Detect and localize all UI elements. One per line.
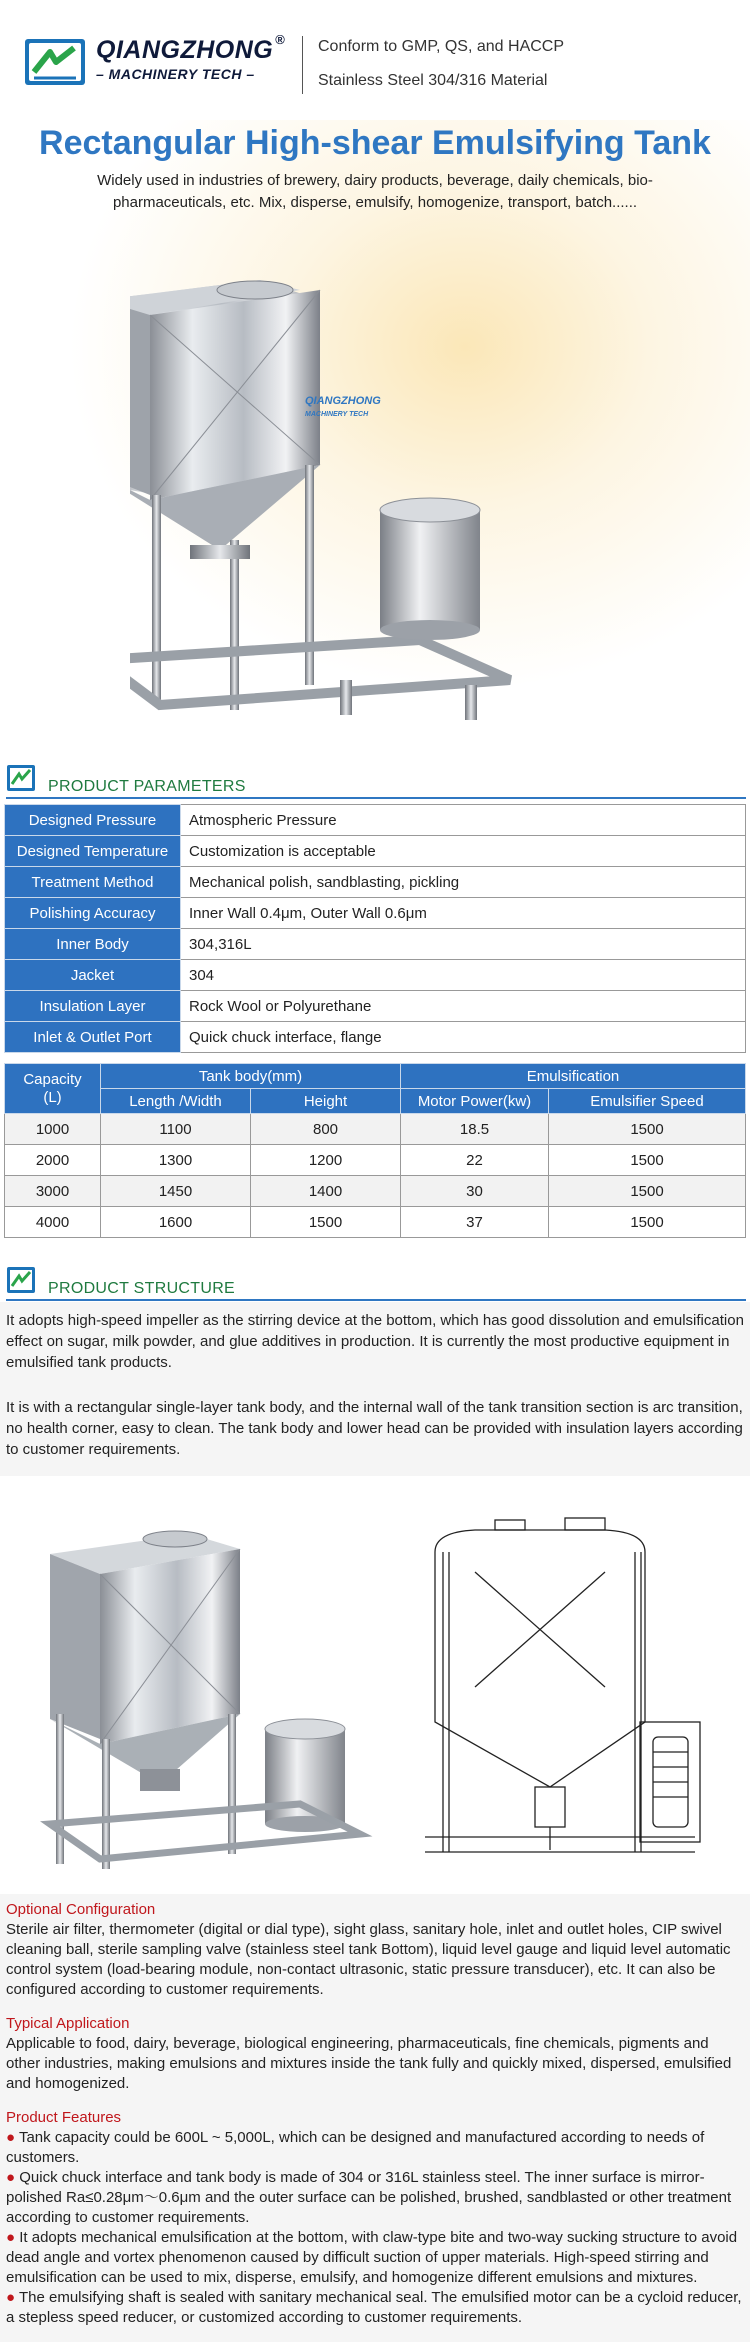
parameter-row xyxy=(5,805,746,836)
feature-text: The emulsifying shaft is sealed with sanitary mechanical seal. The emulsified motor can be a cycloid reducer, a stepless speed reducer, or customized according to customer requirements. xyxy=(6,2289,742,2326)
section-divider xyxy=(6,797,746,799)
product-features-title: Product Features xyxy=(6,2109,122,2126)
parameter-label: Polishing Accuracy xyxy=(5,898,181,929)
feature-item xyxy=(6,2228,744,2288)
optional-config-title: Optional Configuration xyxy=(6,1901,156,1918)
motor-power-cell: 37 xyxy=(401,1207,549,1238)
length-width-cell: 1600 xyxy=(101,1207,251,1238)
length-width-cell: 1450 xyxy=(101,1176,251,1207)
parameter-label: Inlet & Outlet Port xyxy=(5,1022,181,1053)
tank-body-header: Tank body(mm) xyxy=(101,1064,401,1089)
parameters-section-title: PRODUCT PARAMETERS xyxy=(48,778,246,795)
feature-item xyxy=(6,2128,744,2168)
bullet-icon: ● xyxy=(6,2229,16,2246)
hero-description: Widely used in industries of brewery, dairy products, beverage, daily chemicals, bio-pharmaceuticals, etc. Mix, disperse, emulsify, homogenize, transport, batch...... xyxy=(97,172,653,211)
feature-text: It adopts mechanical emulsification at the bottom, with claw-type bite and two-way sucking structure to avoid dead angle and vortex phenomenon caused by difficult suction of upper materials. High-speed stirring and emulsification can be used to mix, disperse, emulsify, and homogenize different emulsions and mixtures. xyxy=(6,2229,738,2286)
parameter-value: Rock Wool or Polyurethane xyxy=(181,991,746,1022)
optional-config-text: Sterile air filter, thermometer (digital or dial type), sight glass, sanitary hole, inlet and outlet holes, CIP swivel cleaning ball, sterile sampling valve (stainless steel tank Bottom), liquid level gauge and liquid level automatic control system (load-bearing module, non-contact ultrasonic, static pressure transducer), etc. It can also be configured according to customer requirements. xyxy=(6,1921,731,1998)
capacity-cell: 4000 xyxy=(5,1207,101,1238)
spec-table xyxy=(4,1063,746,1238)
parameter-value: 304 xyxy=(181,960,746,991)
parameter-value: Quick chuck interface, flange xyxy=(181,1022,746,1053)
tank-hero-image xyxy=(130,260,610,730)
structure-images xyxy=(0,1494,750,1894)
spec-row xyxy=(5,1176,746,1207)
emulsifier-speed-cell: 1500 xyxy=(549,1176,746,1207)
typical-application-title: Typical Application xyxy=(6,2015,130,2032)
brand-name: QIANGZHONG ® xyxy=(96,32,286,64)
parameter-label: Insulation Layer xyxy=(5,991,181,1022)
structure-section-title: PRODUCT STRUCTURE xyxy=(48,1280,236,1297)
height-cell: 800 xyxy=(251,1114,401,1145)
bullet-icon: ● xyxy=(6,2289,16,2306)
spec-row xyxy=(5,1114,746,1145)
brand-mark-icon xyxy=(6,764,36,792)
structure-paragraph-1: It adopts high-speed impeller as the stirring device at the bottom, which has good dissolution and emulsification effect on sugar, milk powder, and glue additives in production. It is currently the most productive equipment in emulsified tank products. xyxy=(6,1312,744,1371)
motor-power-cell: 18.5 xyxy=(401,1114,549,1145)
header-tagline-1: Conform to GMP, QS, and HACCP xyxy=(318,38,565,55)
structure-description xyxy=(0,1302,750,1476)
feature-item xyxy=(6,2168,744,2228)
section-divider xyxy=(6,1299,746,1301)
parameter-label: Designed Temperature xyxy=(5,836,181,867)
product-info xyxy=(0,1894,750,2342)
header-divider xyxy=(302,36,303,94)
capacity-cell: 1000 xyxy=(5,1114,101,1145)
brand-logo-icon xyxy=(24,38,86,86)
height-cell: 1200 xyxy=(251,1145,401,1176)
motor-power-header: Motor Power(kw) xyxy=(401,1089,549,1114)
page-header xyxy=(0,0,750,120)
capacity-cell: 2000 xyxy=(5,1145,101,1176)
spec-row xyxy=(5,1145,746,1176)
parameter-value: Inner Wall 0.4μm, Outer Wall 0.6μm xyxy=(181,898,746,929)
height-cell: 1400 xyxy=(251,1176,401,1207)
parameter-row xyxy=(5,867,746,898)
brand-mark-icon xyxy=(6,1266,36,1294)
tank-product-photo xyxy=(40,1514,380,1874)
emulsifier-speed-header: Emulsifier Speed xyxy=(549,1089,746,1114)
parameter-label: Designed Pressure xyxy=(5,805,181,836)
parameter-value: 304,316L xyxy=(181,929,746,960)
hero-watermark: QIANGZHONG MACHINERY TECH xyxy=(305,395,381,418)
length-width-cell: 1300 xyxy=(101,1145,251,1176)
parameter-row xyxy=(5,898,746,929)
brand-subtitle: – MACHINERY TECH – xyxy=(96,66,255,82)
parameter-value: Mechanical polish, sandblasting, pickling xyxy=(181,867,746,898)
typical-application-text: Applicable to food, dairy, beverage, biological engineering, pharmaceuticals, fine chemicals, pigments and other industries, making emulsions and mixtures inside the tank fully and quickly mixed, dispersed, emulsified and homogenized. xyxy=(6,2035,732,2092)
capacity-cell: 3000 xyxy=(5,1176,101,1207)
emulsification-header: Emulsification xyxy=(401,1064,746,1089)
emulsifier-speed-cell: 1500 xyxy=(549,1207,746,1238)
bullet-icon: ● xyxy=(6,2169,16,2186)
emulsifier-speed-cell: 1500 xyxy=(549,1114,746,1145)
parameter-row xyxy=(5,836,746,867)
spec-row xyxy=(5,1207,746,1238)
hero-section xyxy=(0,120,750,750)
header-tagline-2: Stainless Steel 304/316 Material xyxy=(318,72,548,89)
features-list xyxy=(6,2128,744,2328)
length-width-header: Length /Width xyxy=(101,1089,251,1114)
parameters-table xyxy=(4,804,746,1053)
parameter-value: Atmospheric Pressure xyxy=(181,805,746,836)
feature-text: Tank capacity could be 600L ~ 5,000L, which can be designed and manufactured according to needs of customers. xyxy=(6,2129,705,2166)
emulsifier-speed-cell: 1500 xyxy=(549,1145,746,1176)
length-width-cell: 1100 xyxy=(101,1114,251,1145)
parameter-row xyxy=(5,960,746,991)
tank-technical-drawing xyxy=(405,1512,705,1872)
parameter-label: Inner Body xyxy=(5,929,181,960)
parameters-section-header xyxy=(0,750,750,800)
structure-section-header xyxy=(0,1252,750,1302)
parameter-row xyxy=(5,991,746,1022)
motor-power-cell: 22 xyxy=(401,1145,549,1176)
page-title: Rectangular High-shear Emulsifying Tank xyxy=(39,124,711,162)
parameter-row xyxy=(5,1022,746,1053)
feature-item xyxy=(6,2288,744,2328)
parameter-row xyxy=(5,929,746,960)
structure-paragraph-2: It is with a rectangular single-layer tank body, and the internal wall of the tank transition section is arc transition, no health corner, easy to clean. The tank body and lower head can be provided with insulation layers according to customer requirements. xyxy=(6,1399,743,1458)
height-header: Height xyxy=(251,1089,401,1114)
feature-text: Quick chuck interface and tank body is made of 304 or 316L stainless steel. The inner surface is mirror-polished Ra≤0.28μm～0.6μm and the outer surface can be polished, brushed, sandblasted or other treatment according to customer requirements. xyxy=(6,2169,732,2226)
height-cell: 1500 xyxy=(251,1207,401,1238)
parameter-label: Jacket xyxy=(5,960,181,991)
capacity-header: Capacity (L) xyxy=(5,1064,101,1114)
motor-power-cell: 30 xyxy=(401,1176,549,1207)
bullet-icon: ● xyxy=(6,2129,16,2146)
parameter-label: Treatment Method xyxy=(5,867,181,898)
parameter-value: Customization is acceptable xyxy=(181,836,746,867)
